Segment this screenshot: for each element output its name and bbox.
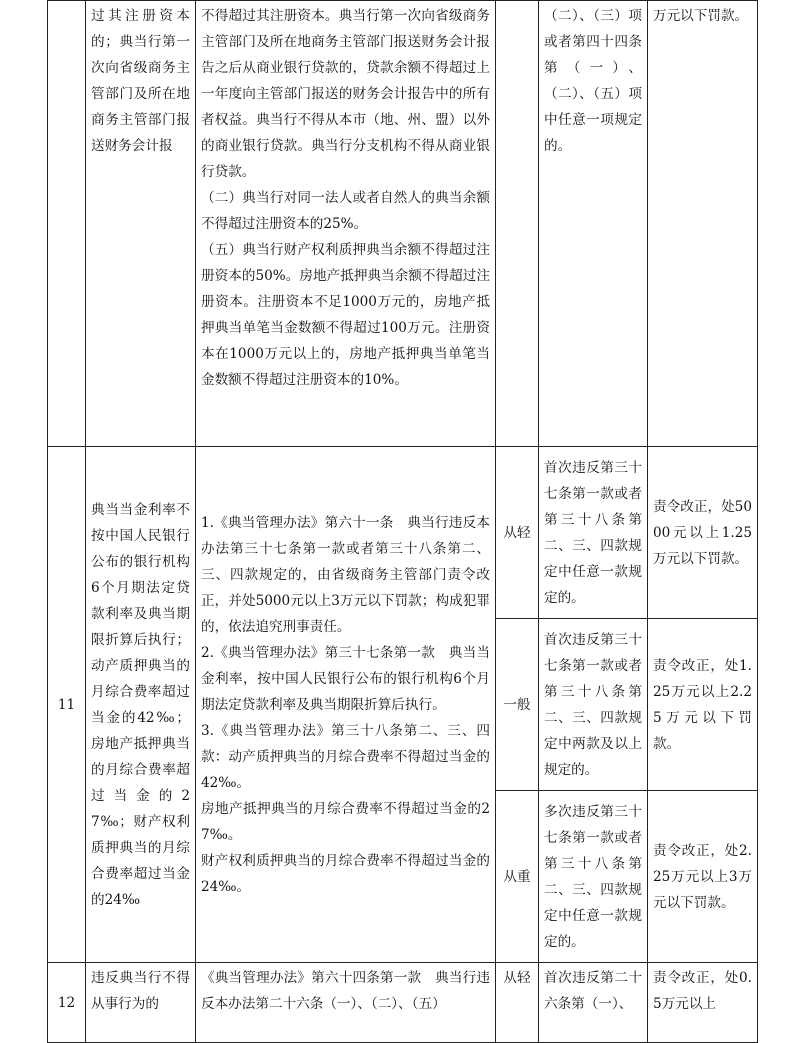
penalty-standard: 责令改正，处2.25万元以上3万元以下罚款。 <box>648 791 758 963</box>
penalty-level: 从重 <box>496 791 539 963</box>
table-row <box>48 963 758 1043</box>
row-number: 12 <box>48 963 86 1043</box>
violation-behavior: 典当当金利率不按中国人民银行公布的银行机构6个月期法定贷款利率及典当期限折算后执行；动产质押典当的月综合费率超过当金的42‰；房地产抵押典当的月综合费率超过当金的27‰；财产权利质押典当的月综合费率超过当金的24‰ <box>86 447 196 963</box>
basis-paragraph: 财产权利质押典当的月综合费率不得超过当金的24‰。 <box>201 852 490 895</box>
row-number: 11 <box>48 447 86 963</box>
applicable-condition: 多次违反第三十七条第一款或者第三十八条第二、三、四款规定中任意一款规定的。 <box>539 791 648 963</box>
table-row <box>48 447 758 619</box>
penalty-table <box>47 0 758 1043</box>
penalty-level: 从轻 <box>496 963 539 1043</box>
basis-paragraph: （二）典当行对同一法人或者自然人的典当余额不得超过注册资本的25%。 <box>201 190 490 232</box>
basis-paragraph: 1.《典当管理办法》第六十一条 典当行违反本办法第三十七条第一款或者第三十八条第二、三、四款规定的，由省级商务主管部门责令改正，并处5000元以上3万元以下罚款；构成犯罪的，依法追究刑事责任。 <box>201 514 490 635</box>
applicable-condition: 首次违反第三十七条第一款或者第三十八条第二、三、四款规定中两款及以上规定的。 <box>539 619 648 791</box>
basis-paragraph: 房地产抵押典当的月综合费率不得超过当金的27‰。 <box>201 800 490 843</box>
penalty-level <box>496 1 539 447</box>
basis-paragraph: （五）典当行财产权利质押典当余额不得超过注册资本的50%。房地产抵押典当余额不得超过注册资本。注册资本不足1000万元的，房地产抵押典当单笔当金数额不得超过100万元。注册资本在1000万元以上的，房地产抵押典当单笔当金数额不得超过注册资本的10%。 <box>201 242 490 388</box>
basis-paragraph: 不得超过其注册资本。典当行第一次向省级商务主管部门及所在地商务主管部门报送财务会计报告之后从商业银行贷款的，贷款余额不得超过上一年度向主管部门报送的财务会计报告中的所有者权益。典当行不得从本市（地、州、盟）以外的商业银行贷款。典当行分支机构不得从商业银行贷款。 <box>201 8 490 180</box>
penalty-standard: 责令改正，处1.25万元以上2.25万元以下罚款。 <box>648 619 758 791</box>
penalty-standard: 万元以下罚款。 <box>648 1 758 447</box>
row-number <box>48 1 86 447</box>
applicable-condition: 首次违反第三十七条第一款或者第三十八条第二、三、四款规定中任意一款规定的。 <box>539 447 648 619</box>
violation-behavior: 违反典当行不得从事行为的 <box>86 963 196 1043</box>
table-row <box>48 1 758 447</box>
basis-paragraph: 3.《典当管理办法》第三十八条第二、三、四款：动产质押典当的月综合费率不得超过当金的42‰。 <box>201 722 490 791</box>
violation-behavior: 过其注册资本的；典当行第一次向省级商务主管部门及所在地商务主管部门报送财务会计报 <box>86 1 196 447</box>
applicable-condition: （二）、（三）项或者第四十四条第（一）、（二）、（五）项中任意一项规定的。 <box>539 1 648 447</box>
applicable-condition: 首次违反第二十六条第（一）、 <box>539 963 648 1043</box>
penalty-level: 一般 <box>496 619 539 791</box>
legal-basis: 《典当管理办法》第六十四条第一款 典当行违反本办法第二十六条（一）、（二）、（五） <box>196 963 496 1043</box>
legal-basis <box>196 1 496 447</box>
basis-paragraph: 2.《典当管理办法》第三十七条第一款 典当当金利率，按中国人民银行公布的银行机构6个月期法定贷款利率及典当期限折算后执行。 <box>201 644 490 713</box>
legal-basis <box>196 447 496 963</box>
penalty-level: 从轻 <box>496 447 539 619</box>
penalty-standard: 责令改正，处0.5万元以上 <box>648 963 758 1043</box>
penalty-standard: 责令改正，处5000元以上1.25万元以下罚款。 <box>648 447 758 619</box>
